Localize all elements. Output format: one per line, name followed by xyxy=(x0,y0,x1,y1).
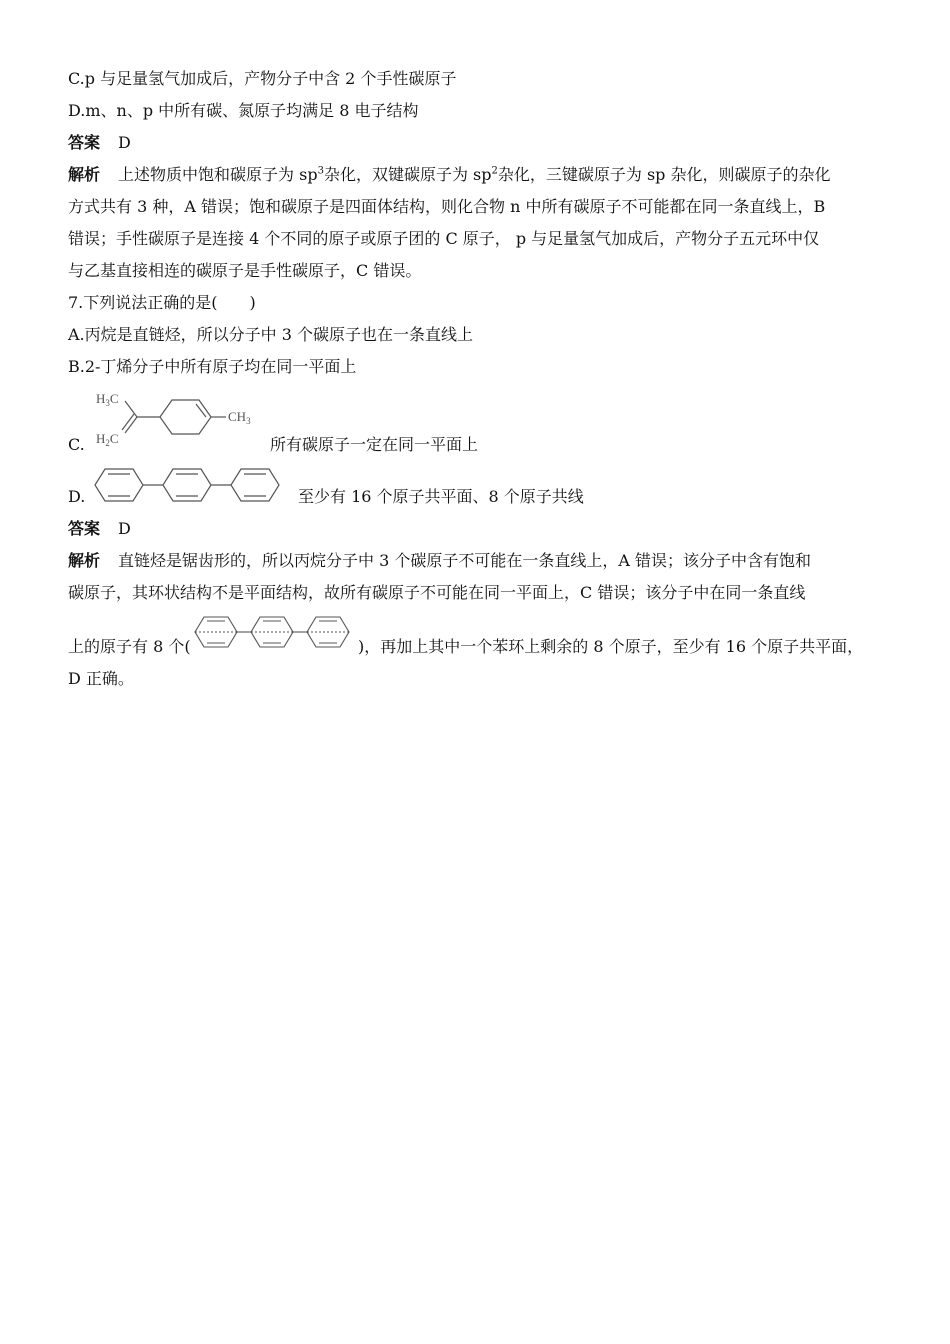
svg-text:H2C: $H_2C$ xyxy=(96,431,119,448)
svg-text:CH3: $CH_3$ xyxy=(228,409,251,426)
q7-explanation-line-3a: 上的原子有 8 个( xyxy=(68,637,191,656)
answer-label: 答案 xyxy=(68,519,101,538)
answer-label: 答案 xyxy=(68,133,101,152)
q6-answer xyxy=(68,132,131,154)
q6-explanation-line-3: 错误；手性碳原子是连接 4 个不同的原子或原子团的 C 原子， p 与足量氢气加成后，产物分子五元环中仅 xyxy=(68,229,820,248)
explanation-label: 解析 xyxy=(68,165,101,184)
q6-explanation-line-4: 与乙基直接相连的碳原子是手性碳原子，C 错误。 xyxy=(68,261,422,280)
q7-explanation-line-4: D 正确。 xyxy=(68,669,134,688)
structure-c-molecule xyxy=(92,386,267,458)
structure-terphenyl-collinear xyxy=(192,612,356,652)
answer-value: D xyxy=(118,519,131,538)
q7-option-d-label: D. xyxy=(68,487,86,506)
q6-option-d: D.m、n、p 中所有碳、氮原子均满足 8 电子结构 xyxy=(68,101,419,120)
q7-answer xyxy=(68,518,131,540)
q7-option-d-text: 至少有 16 个原子共平面、8 个原子共线 xyxy=(298,487,584,506)
q7-explanation-line-1: 解析 直链烃是锯齿形的，所以丙烷分子中 3 个碳原子不可能在一条直线上，A 错误；该分子中含有饱和 xyxy=(68,551,812,570)
q7-explanation-line-2: 碳原子，其环状结构不是平面结构，故所有碳原子不可能在同一平面上，C 错误；该分子中在同一条直线 xyxy=(68,583,806,602)
structure-d-terphenyl xyxy=(92,464,292,506)
q7-option-b: B.2-丁烯分子中所有原子均在同一平面上 xyxy=(68,357,357,376)
explanation-label: 解析 xyxy=(68,551,101,570)
q6-explanation-line-1: 解析 上述物质中饱和碳原子为 $sp^3$杂化，双键碳原子为 $sp^2$杂化，三键碳原子为 sp 杂化，则碳原子的杂化 xyxy=(68,165,831,184)
q7-option-c-label: C. xyxy=(68,435,85,454)
q7-stem: 7.下列说法正确的是( ) xyxy=(68,293,256,312)
q7-option-c-text: 所有碳原子一定在同一平面上 xyxy=(270,435,479,454)
q6-option-c: C.p 与足量氢气加成后，产物分子中含 2 个手性碳原子 xyxy=(68,69,457,88)
q7-explanation-line-3b: )，再加上其中一个苯环上剩余的 8 个原子，至少有 16 个原子共平面， xyxy=(358,637,864,656)
svg-text:H3C: $H_3C$ xyxy=(96,391,119,408)
answer-value: D xyxy=(118,133,131,152)
q6-explanation-line-2: 方式共有 3 种，A 错误；饱和碳原子是四面体结构，则化合物 n 中所有碳原子不可能都在同一条直线上，B xyxy=(68,197,826,216)
q7-option-a: A.丙烷是直链烃，所以分子中 3 个碳原子也在一条直线上 xyxy=(68,325,473,344)
